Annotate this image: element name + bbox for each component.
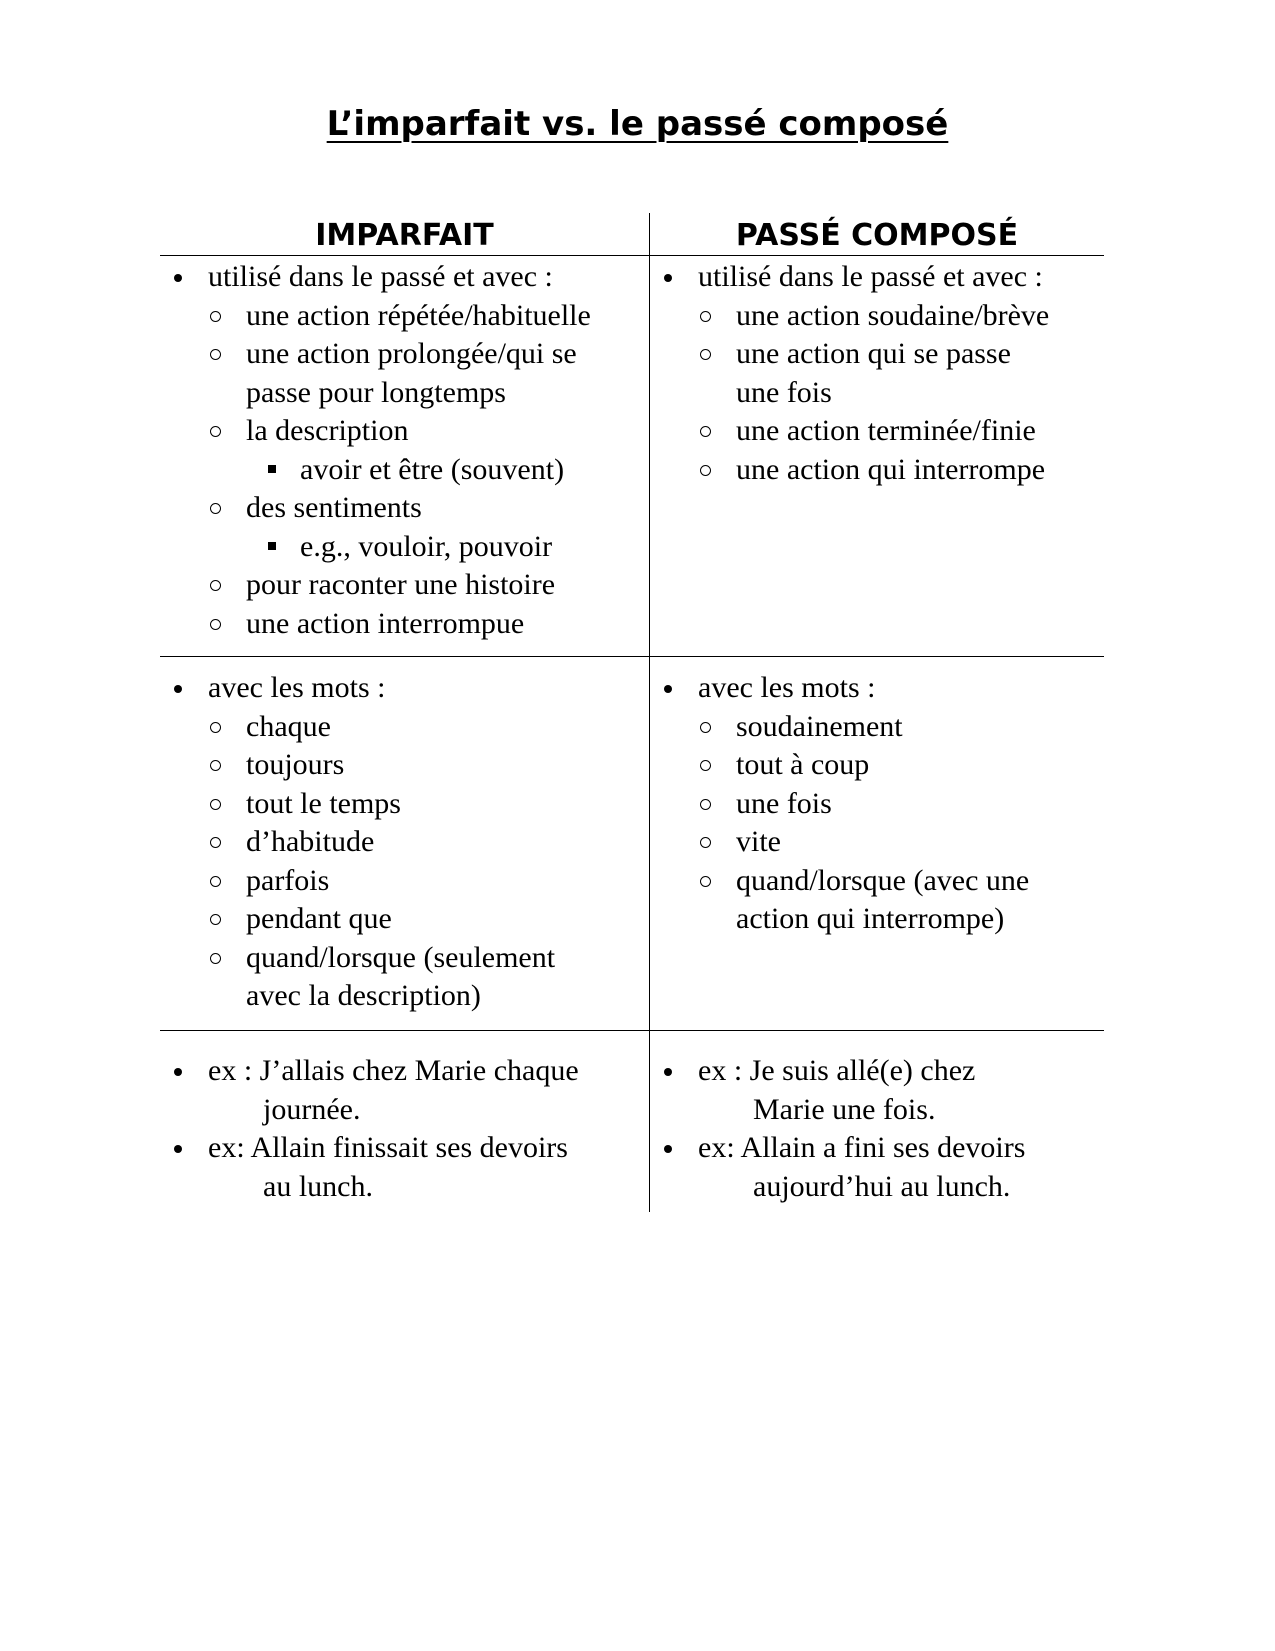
list-item: quand/lorsque (seulement avec la description) xyxy=(160,939,606,1016)
row-divider-2 xyxy=(160,1030,1104,1031)
circle-bullet-icon xyxy=(700,349,711,360)
list-item: ex: Allain a fini ses devoirs aujourd’hui au lunch. xyxy=(650,1129,1104,1206)
list-item: e.g., vouloir, pouvoir xyxy=(160,528,649,567)
row-divider-1 xyxy=(160,656,1104,657)
list-item: ex: Allain finissait ses devoirs au lunch. xyxy=(160,1129,649,1206)
list-item: quand/lorsque (avec une action qui interrompe) xyxy=(650,862,1081,939)
list-item: avoir et être (souvent) xyxy=(160,451,649,490)
bullet-icon xyxy=(664,274,672,282)
circle-bullet-icon xyxy=(210,311,221,322)
circle-bullet-icon xyxy=(210,503,221,514)
list-item: une action qui se passe une fois xyxy=(650,335,1031,412)
circle-bullet-icon xyxy=(210,349,221,360)
circle-bullet-icon xyxy=(210,619,221,630)
circle-bullet-icon xyxy=(700,722,711,733)
bullet-icon xyxy=(664,1068,672,1076)
circle-bullet-icon xyxy=(210,760,221,771)
list-item: tout à coup xyxy=(650,746,1104,785)
list-item: utilisé dans le passé et avec : xyxy=(650,258,1104,297)
list-item: une fois xyxy=(650,785,1104,824)
list-item: tout le temps xyxy=(160,785,649,824)
list-item: vite xyxy=(650,823,1104,862)
list-item: la description xyxy=(160,412,649,451)
circle-bullet-icon xyxy=(700,760,711,771)
circle-bullet-icon xyxy=(210,799,221,810)
circle-bullet-icon xyxy=(210,580,221,591)
square-bullet-icon xyxy=(268,465,276,473)
passe-compose-uses-list xyxy=(650,258,1104,489)
list-item: toujours xyxy=(160,746,649,785)
bullet-icon xyxy=(174,1145,182,1153)
list-item: une action qui interrompe xyxy=(650,451,1104,490)
list-item: ex : J’allais chez Marie chaque journée. xyxy=(160,1052,649,1129)
passe-compose-examples-list xyxy=(650,1052,1104,1206)
imparfait-examples-list xyxy=(160,1052,649,1206)
list-item: des sentiments xyxy=(160,489,649,528)
passe-compose-words-list xyxy=(650,669,1104,939)
list-item: pour raconter une histoire xyxy=(160,566,649,605)
header-passe-compose: PASSÉ COMPOSÉ xyxy=(735,218,1019,253)
imparfait-uses-list xyxy=(160,258,649,643)
list-item: une action prolongée/qui se passe pour longtemps xyxy=(160,335,596,412)
circle-bullet-icon xyxy=(700,465,711,476)
circle-bullet-icon xyxy=(210,876,221,887)
list-item: chaque xyxy=(160,708,649,747)
bullet-icon xyxy=(174,685,182,693)
circle-bullet-icon xyxy=(210,914,221,925)
bullet-icon xyxy=(174,274,182,282)
circle-bullet-icon xyxy=(210,722,221,733)
square-bullet-icon xyxy=(268,542,276,550)
header-imparfait: IMPARFAIT xyxy=(315,218,494,253)
list-item: avec les mots : xyxy=(650,669,1104,708)
list-item: une action interrompue xyxy=(160,605,649,644)
list-item: utilisé dans le passé et avec : xyxy=(160,258,649,297)
list-item: une action soudaine/brève xyxy=(650,297,1104,336)
circle-bullet-icon xyxy=(210,426,221,437)
circle-bullet-icon xyxy=(210,837,221,848)
list-item: une action terminée/finie xyxy=(650,412,1104,451)
bullet-icon xyxy=(664,1145,672,1153)
imparfait-words-list xyxy=(160,669,649,1016)
list-item: soudainement xyxy=(650,708,1104,747)
circle-bullet-icon xyxy=(700,426,711,437)
list-item: pendant que xyxy=(160,900,649,939)
list-item: d’habitude xyxy=(160,823,649,862)
list-item: parfois xyxy=(160,862,649,901)
list-item: avec les mots : xyxy=(160,669,649,708)
list-item: ex : Je suis allé(e) chez Marie une fois. xyxy=(650,1052,1104,1129)
circle-bullet-icon xyxy=(700,837,711,848)
bullet-icon xyxy=(174,1068,182,1076)
circle-bullet-icon xyxy=(700,311,711,322)
circle-bullet-icon xyxy=(700,876,711,887)
circle-bullet-icon xyxy=(210,953,221,964)
bullet-icon xyxy=(664,685,672,693)
list-item: une action répétée/habituelle xyxy=(160,297,649,336)
circle-bullet-icon xyxy=(700,799,711,810)
page-title: L’imparfait vs. le passé composé xyxy=(326,104,949,144)
